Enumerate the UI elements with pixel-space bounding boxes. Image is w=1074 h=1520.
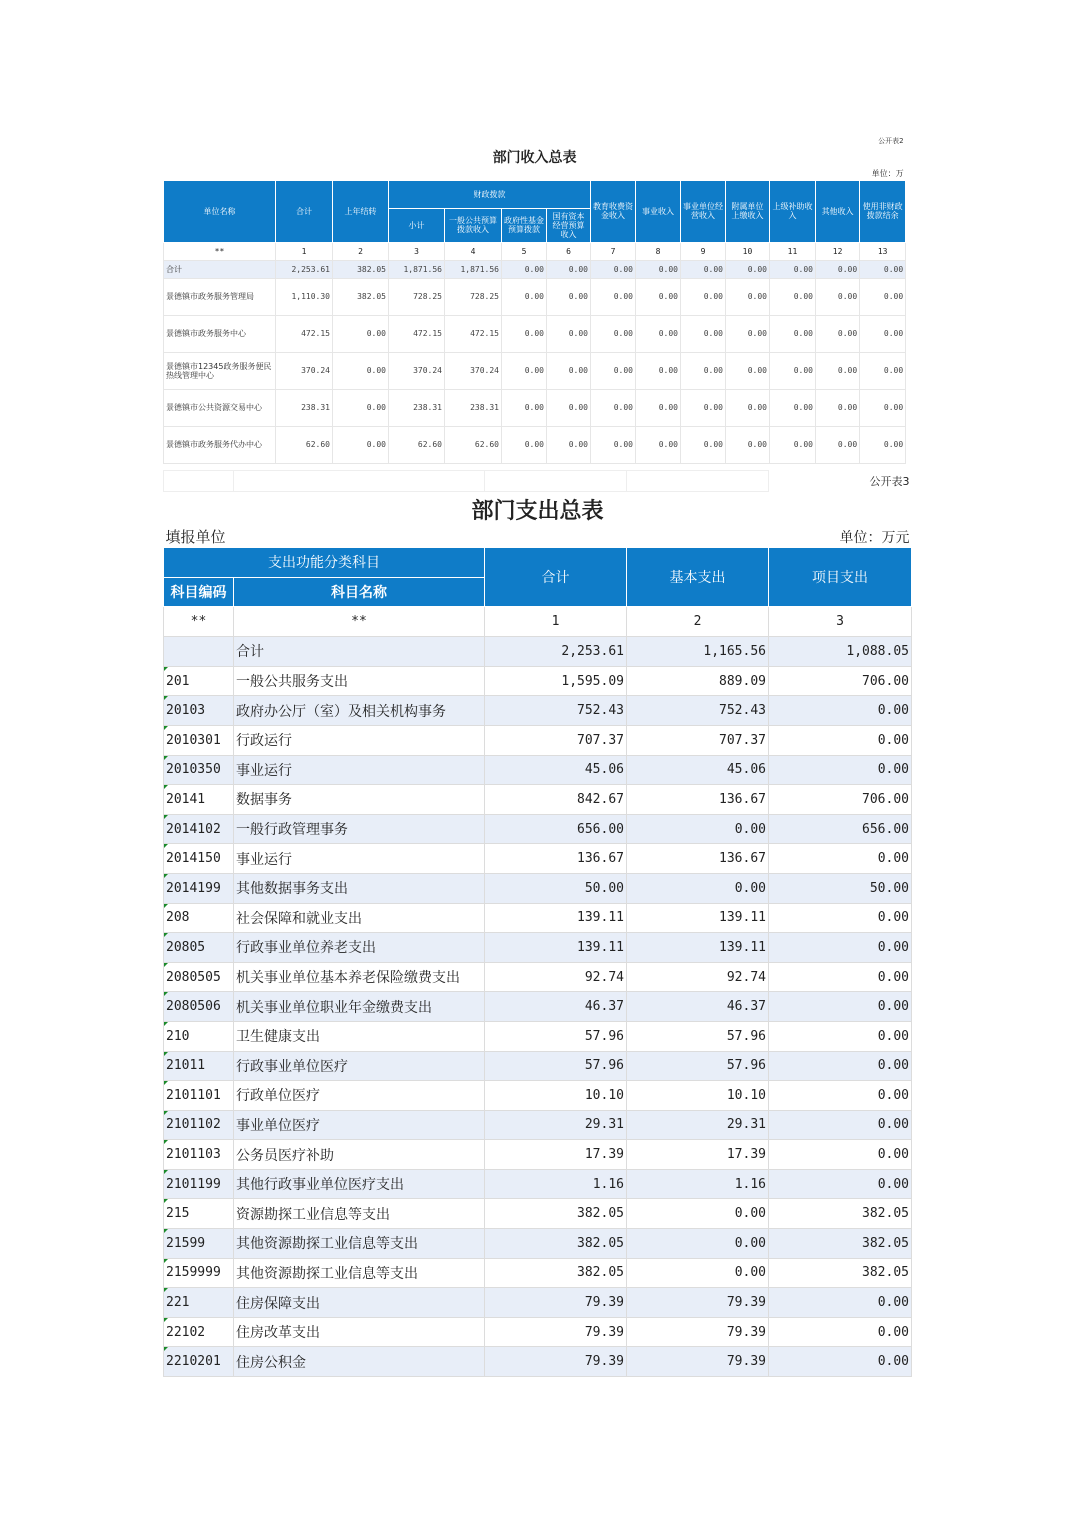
expense-project-cell: 382.05 [769,1258,912,1288]
expense-code-cell: 2101199 [164,1169,234,1199]
expense-name-cell: 政府办公厅（室）及相关机构事务 [234,696,485,726]
expense-project-cell: 1,088.05 [769,637,912,667]
expense-basic-cell: 79.39 [627,1317,769,1347]
expense-name-cell: 机关事业单位基本养老保险缴费支出 [234,962,485,992]
income-value-cell: 0.00 [681,352,726,389]
header-unit-name: 单位名称 [164,180,276,242]
income-value-cell: 0.00 [860,260,906,278]
income-value-cell: 370.24 [276,352,333,389]
expense-name-cell: 其他资源勘探工业信息等支出 [234,1258,485,1288]
expense-name-cell: 住房改革支出 [234,1317,485,1347]
income-table-body [164,260,906,463]
expense-project-cell: 0.00 [769,1140,912,1170]
income-value-cell: 0.00 [726,260,770,278]
income-value-cell: 0.00 [770,352,816,389]
expense-name-cell: 行政事业单位养老支出 [234,933,485,963]
expense-total-cell: 57.96 [485,1021,627,1051]
income-value-cell: 0.00 [726,352,770,389]
expense-table-title: 部门支出总表 [471,497,604,524]
header-business-income: 事业收入 [636,180,681,242]
expense-name-cell: 公务员医疗补助 [234,1140,485,1170]
expense-total-cell: 382.05 [485,1258,627,1288]
income-table-tag: 公开表2 [878,136,904,145]
income-value-cell: 0.00 [591,260,636,278]
income-value-cell: 0.00 [636,260,681,278]
income-value-cell: 0.00 [591,278,636,315]
index-cell: 9 [681,242,726,260]
index-cell: 2 [333,242,389,260]
income-value-cell: 2,253.61 [276,260,333,278]
expense-row [164,1021,912,1051]
expense-basic-cell: 0.00 [627,1258,769,1288]
income-value-cell: 0.00 [860,389,906,426]
income-value-cell: 62.60 [389,426,445,463]
expense-project-cell: 382.05 [769,1229,912,1259]
income-value-cell: 0.00 [816,278,860,315]
expense-basic-cell: 139.11 [627,933,769,963]
expense-name-cell: 行政单位医疗 [234,1081,485,1111]
expense-total-cell: 707.37 [485,725,627,755]
expense-total-cell: 17.39 [485,1140,627,1170]
income-value-cell: 0.00 [816,260,860,278]
income-value-cell: 62.60 [445,426,502,463]
expense-basic-cell: 136.67 [627,785,769,815]
expense-row [164,1258,912,1288]
expense-project-cell: 0.00 [769,1347,912,1377]
expense-name-cell: 社会保障和就业支出 [234,903,485,933]
income-value-cell: 382.05 [333,278,389,315]
income-value-cell: 0.00 [591,389,636,426]
expense-code-cell: 20103 [164,696,234,726]
expense-row [164,814,912,844]
expense-basic-cell: 0.00 [627,814,769,844]
expense-basic-cell: 92.74 [627,962,769,992]
income-value-cell: 0.00 [547,352,591,389]
income-value-cell: 0.00 [547,315,591,352]
header-non-fiscal-balance: 使用非财政拨款结余 [860,180,906,242]
income-unit-name: 合计 [164,260,276,278]
expense-table-unit: 单位：万元 [839,529,910,546]
expense-basic-cell: 29.31 [627,1110,769,1140]
income-value-cell: 0.00 [502,389,547,426]
header-subtotal: 小计 [389,208,445,242]
expense-row [164,903,912,933]
income-row [164,278,906,315]
expense-name-cell: 事业运行 [234,755,485,785]
income-value-cell: 0.00 [770,260,816,278]
expense-total-cell: 382.05 [485,1229,627,1259]
header-gov-fund: 政府性基金预算拨款 [502,208,547,242]
expense-total-cell: 842.67 [485,785,627,815]
income-value-cell: 472.15 [445,315,502,352]
income-value-cell: 0.00 [333,352,389,389]
expense-total-cell: 79.39 [485,1317,627,1347]
expense-row [164,637,912,667]
expense-row [164,666,912,696]
income-value-cell: 472.15 [276,315,333,352]
expense-basic-cell: 57.96 [627,1051,769,1081]
income-table-section [163,134,905,464]
expense-row [164,1347,912,1377]
income-value-cell: 0.00 [636,426,681,463]
income-row [164,426,906,463]
expense-project-cell: 0.00 [769,696,912,726]
expense-basic-cell: 139.11 [627,903,769,933]
expense-code-cell: 2014102 [164,814,234,844]
expense-name-cell: 一般行政管理事务 [234,814,485,844]
expense-row [164,785,912,815]
income-value-cell: 728.25 [445,278,502,315]
expense-code-cell: 2101102 [164,1110,234,1140]
expense-code-cell: 20141 [164,785,234,815]
expense-project-cell: 0.00 [769,1288,912,1318]
index-cell: 7 [591,242,636,260]
expense-basic-cell: 0.00 [627,873,769,903]
expense-code-cell: 2101103 [164,1140,234,1170]
expense-total-cell: 79.39 [485,1347,627,1377]
index-cell: 6 [547,242,591,260]
income-value-cell: 0.00 [591,426,636,463]
income-row [164,352,906,389]
expense-project-cell: 0.00 [769,844,912,874]
expense-row [164,962,912,992]
income-value-cell: 0.00 [860,426,906,463]
header-category: 支出功能分类科目 [164,548,485,578]
expense-row [164,992,912,1022]
income-unit-name: 景德镇市政务服务管理局 [164,278,276,315]
index-cell: 5 [502,242,547,260]
income-value-cell: 370.24 [445,352,502,389]
expense-project-cell: 706.00 [769,666,912,696]
expense-row [164,1229,912,1259]
expense-total-cell: 46.37 [485,992,627,1022]
income-value-cell: 238.31 [389,389,445,426]
income-value-cell: 238.31 [276,389,333,426]
expense-name-cell: 住房保障支出 [234,1288,485,1318]
header-general-budget: 一般公共预算拨款收入 [445,208,502,242]
income-value-cell: 0.00 [816,352,860,389]
expense-name-cell: 一般公共服务支出 [234,666,485,696]
expense-row [164,1317,912,1347]
income-table-title: 部门收入总表 [492,150,577,166]
expense-code-cell: 201 [164,666,234,696]
expense-code-cell: 22102 [164,1317,234,1347]
income-value-cell: 0.00 [547,389,591,426]
income-value-cell: 0.00 [636,389,681,426]
expense-total-cell: 2,253.61 [485,637,627,667]
expense-basic-cell: 0.00 [627,1229,769,1259]
income-unit-name: 景德镇市12345政务服务便民热线管理中心 [164,352,276,389]
expense-row [164,873,912,903]
expense-total-cell: 57.96 [485,1051,627,1081]
expense-code-cell: 221 [164,1288,234,1318]
income-value-cell: 1,110.30 [276,278,333,315]
expense-code-cell: 2014199 [164,873,234,903]
expense-total-cell: 1,595.09 [485,666,627,696]
income-row [164,389,906,426]
expense-total-cell: 45.06 [485,755,627,785]
index-cell: 3 [389,242,445,260]
expense-name-cell: 住房公积金 [234,1347,485,1377]
expense-basic-cell: 57.96 [627,1021,769,1051]
income-value-cell: 0.00 [502,315,547,352]
income-value-cell: 0.00 [636,352,681,389]
expense-row [164,1140,912,1170]
expense-basic-cell: 136.67 [627,844,769,874]
expense-basic-cell: 10.10 [627,1081,769,1111]
expense-total-cell: 139.11 [485,903,627,933]
header-expense-total: 合计 [485,548,627,607]
expense-total-cell: 136.67 [485,844,627,874]
expense-basic-cell: 707.37 [627,725,769,755]
income-value-cell: 0.00 [547,260,591,278]
income-value-cell: 0.00 [816,389,860,426]
expense-total-cell: 29.31 [485,1110,627,1140]
header-education-fee: 教育收费资金收入 [591,180,636,242]
index-cell: 4 [445,242,502,260]
expense-total-cell: 382.05 [485,1199,627,1229]
income-value-cell: 0.00 [333,389,389,426]
income-value-cell: 0.00 [816,426,860,463]
expense-row [164,933,912,963]
income-value-cell: 0.00 [770,389,816,426]
expense-row [164,1169,912,1199]
income-value-cell: 238.31 [445,389,502,426]
expense-project-cell: 706.00 [769,785,912,815]
income-value-cell: 0.00 [726,315,770,352]
expense-name-cell: 其他行政事业单位医疗支出 [234,1169,485,1199]
header-operating-income: 事业单位经营收入 [681,180,726,242]
expense-project-cell: 50.00 [769,873,912,903]
income-value-cell: 0.00 [770,278,816,315]
income-value-cell: 370.24 [389,352,445,389]
expense-name-cell: 卫生健康支出 [234,1021,485,1051]
expense-project-cell: 382.05 [769,1199,912,1229]
expense-name-cell: 事业单位医疗 [234,1110,485,1140]
expense-basic-cell: 79.39 [627,1347,769,1377]
income-value-cell: 0.00 [726,389,770,426]
header-project: 项目支出 [769,548,912,607]
index-cell: ** [164,242,276,260]
income-value-cell: 0.00 [681,389,726,426]
income-value-cell: 0.00 [681,260,726,278]
expense-total-cell: 10.10 [485,1081,627,1111]
income-value-cell: 0.00 [591,352,636,389]
expense-code-cell [164,637,234,667]
expense-project-cell: 0.00 [769,1317,912,1347]
expense-code-cell: 2080506 [164,992,234,1022]
expense-project-cell: 0.00 [769,933,912,963]
income-value-cell: 0.00 [333,426,389,463]
expense-name-cell: 其他数据事务支出 [234,873,485,903]
income-row [164,315,906,352]
expense-table-body [164,637,912,1377]
header-other-income: 其他收入 [816,180,860,242]
income-value-cell: 0.00 [502,426,547,463]
expense-row [164,1288,912,1318]
income-value-cell: 0.00 [816,315,860,352]
expense-row [164,725,912,755]
header-affiliated-income: 附属单位上缴收入 [726,180,770,242]
expense-project-cell: 0.00 [769,962,912,992]
expense-total-cell: 656.00 [485,814,627,844]
expense-code-cell: 2010301 [164,725,234,755]
income-value-cell: 0.00 [636,278,681,315]
income-value-cell: 0.00 [591,315,636,352]
income-value-cell: 0.00 [726,278,770,315]
expense-basic-cell: 889.09 [627,666,769,696]
expense-row [164,844,912,874]
income-value-cell: 62.60 [276,426,333,463]
expense-total-cell: 50.00 [485,873,627,903]
index-cell: ** [164,607,234,637]
filler-unit-label: 填报单位 [165,528,226,546]
expense-name-cell: 事业运行 [234,844,485,874]
header-superior-subsidy: 上级补助收入 [770,180,816,242]
expense-project-cell: 656.00 [769,814,912,844]
expense-code-cell: 2101101 [164,1081,234,1111]
income-value-cell: 0.00 [726,426,770,463]
income-value-cell: 0.00 [547,426,591,463]
income-unit-name: 景德镇市政务服务代办中心 [164,426,276,463]
expense-total-cell: 139.11 [485,933,627,963]
header-name: 科目名称 [234,577,485,607]
income-value-cell: 0.00 [681,315,726,352]
expense-basic-cell: 45.06 [627,755,769,785]
income-value-cell: 728.25 [389,278,445,315]
income-value-cell: 382.05 [333,260,389,278]
header-carry-over: 上年结转 [333,180,389,242]
index-cell: 12 [816,242,860,260]
income-value-cell: 0.00 [860,278,906,315]
expense-name-cell: 数据事务 [234,785,485,815]
expense-code-cell: 21011 [164,1051,234,1081]
income-value-cell: 0.00 [547,278,591,315]
income-value-cell: 1,871.56 [389,260,445,278]
expense-table-section [163,470,911,1377]
expense-total-cell: 1.16 [485,1169,627,1199]
income-value-cell: 0.00 [333,315,389,352]
expense-row [164,696,912,726]
expense-code-cell: 20805 [164,933,234,963]
header-total: 合计 [276,180,333,242]
expense-project-cell: 0.00 [769,1169,912,1199]
income-value-cell: 0.00 [770,315,816,352]
index-cell: 2 [627,607,769,637]
income-row [164,260,906,278]
header-state-capital: 国有资本经营预算收入 [547,208,591,242]
expense-project-cell: 0.00 [769,1051,912,1081]
income-value-cell: 1,871.56 [445,260,502,278]
income-unit-name: 景德镇市公共资源交易中心 [164,389,276,426]
expense-basic-cell: 1,165.56 [627,637,769,667]
expense-code-cell: 2159999 [164,1258,234,1288]
expense-total-cell: 79.39 [485,1288,627,1318]
expense-total-cell: 92.74 [485,962,627,992]
index-cell: 13 [860,242,906,260]
expense-row [164,1110,912,1140]
expense-table [163,470,912,1377]
expense-table-tag: 公开表3 [869,475,910,488]
expense-project-cell: 0.00 [769,1081,912,1111]
income-value-cell: 0.00 [502,278,547,315]
expense-basic-cell: 17.39 [627,1140,769,1170]
income-value-cell: 0.00 [770,426,816,463]
expense-name-cell: 行政事业单位医疗 [234,1051,485,1081]
expense-basic-cell: 46.37 [627,992,769,1022]
expense-total-cell: 752.43 [485,696,627,726]
income-table-unit: 单位：万 [871,168,904,178]
index-cell: 1 [276,242,333,260]
expense-code-cell: 2010350 [164,755,234,785]
expense-code-cell: 2210201 [164,1347,234,1377]
income-value-cell: 0.00 [502,260,547,278]
expense-basic-cell: 1.16 [627,1169,769,1199]
income-value-cell: 0.00 [636,315,681,352]
expense-row [164,1051,912,1081]
income-value-cell: 0.00 [681,426,726,463]
expense-name-cell: 其他资源勘探工业信息等支出 [234,1229,485,1259]
expense-basic-cell: 752.43 [627,696,769,726]
index-cell: ** [234,607,485,637]
expense-project-cell: 0.00 [769,1021,912,1051]
expense-project-cell: 0.00 [769,992,912,1022]
expense-name-cell: 合计 [234,637,485,667]
income-value-cell: 0.00 [860,315,906,352]
index-cell: 1 [485,607,627,637]
index-cell: 3 [769,607,912,637]
expense-name-cell: 行政运行 [234,725,485,755]
expense-code-cell: 210 [164,1021,234,1051]
index-cell: 10 [726,242,770,260]
income-value-cell: 0.00 [681,278,726,315]
header-code: 科目编码 [164,577,234,607]
expense-row [164,755,912,785]
expense-code-cell: 215 [164,1199,234,1229]
header-basic: 基本支出 [627,548,769,607]
expense-project-cell: 0.00 [769,755,912,785]
expense-project-cell: 0.00 [769,1110,912,1140]
index-cell: 11 [770,242,816,260]
header-fiscal: 财政拨款 [389,180,591,208]
expense-name-cell: 资源勘探工业信息等支出 [234,1199,485,1229]
income-value-cell: 472.15 [389,315,445,352]
expense-basic-cell: 0.00 [627,1199,769,1229]
expense-basic-cell: 79.39 [627,1288,769,1318]
expense-code-cell: 21599 [164,1229,234,1259]
income-table [163,134,906,464]
index-cell: 8 [636,242,681,260]
expense-name-cell: 机关事业单位职业年金缴费支出 [234,992,485,1022]
expense-project-cell: 0.00 [769,725,912,755]
expense-code-cell: 2080505 [164,962,234,992]
expense-code-cell: 2014150 [164,844,234,874]
expense-project-cell: 0.00 [769,903,912,933]
income-value-cell: 0.00 [502,352,547,389]
expense-code-cell: 208 [164,903,234,933]
expense-row [164,1199,912,1229]
income-value-cell: 0.00 [860,352,906,389]
expense-row [164,1081,912,1111]
income-unit-name: 景德镇市政务服务中心 [164,315,276,352]
